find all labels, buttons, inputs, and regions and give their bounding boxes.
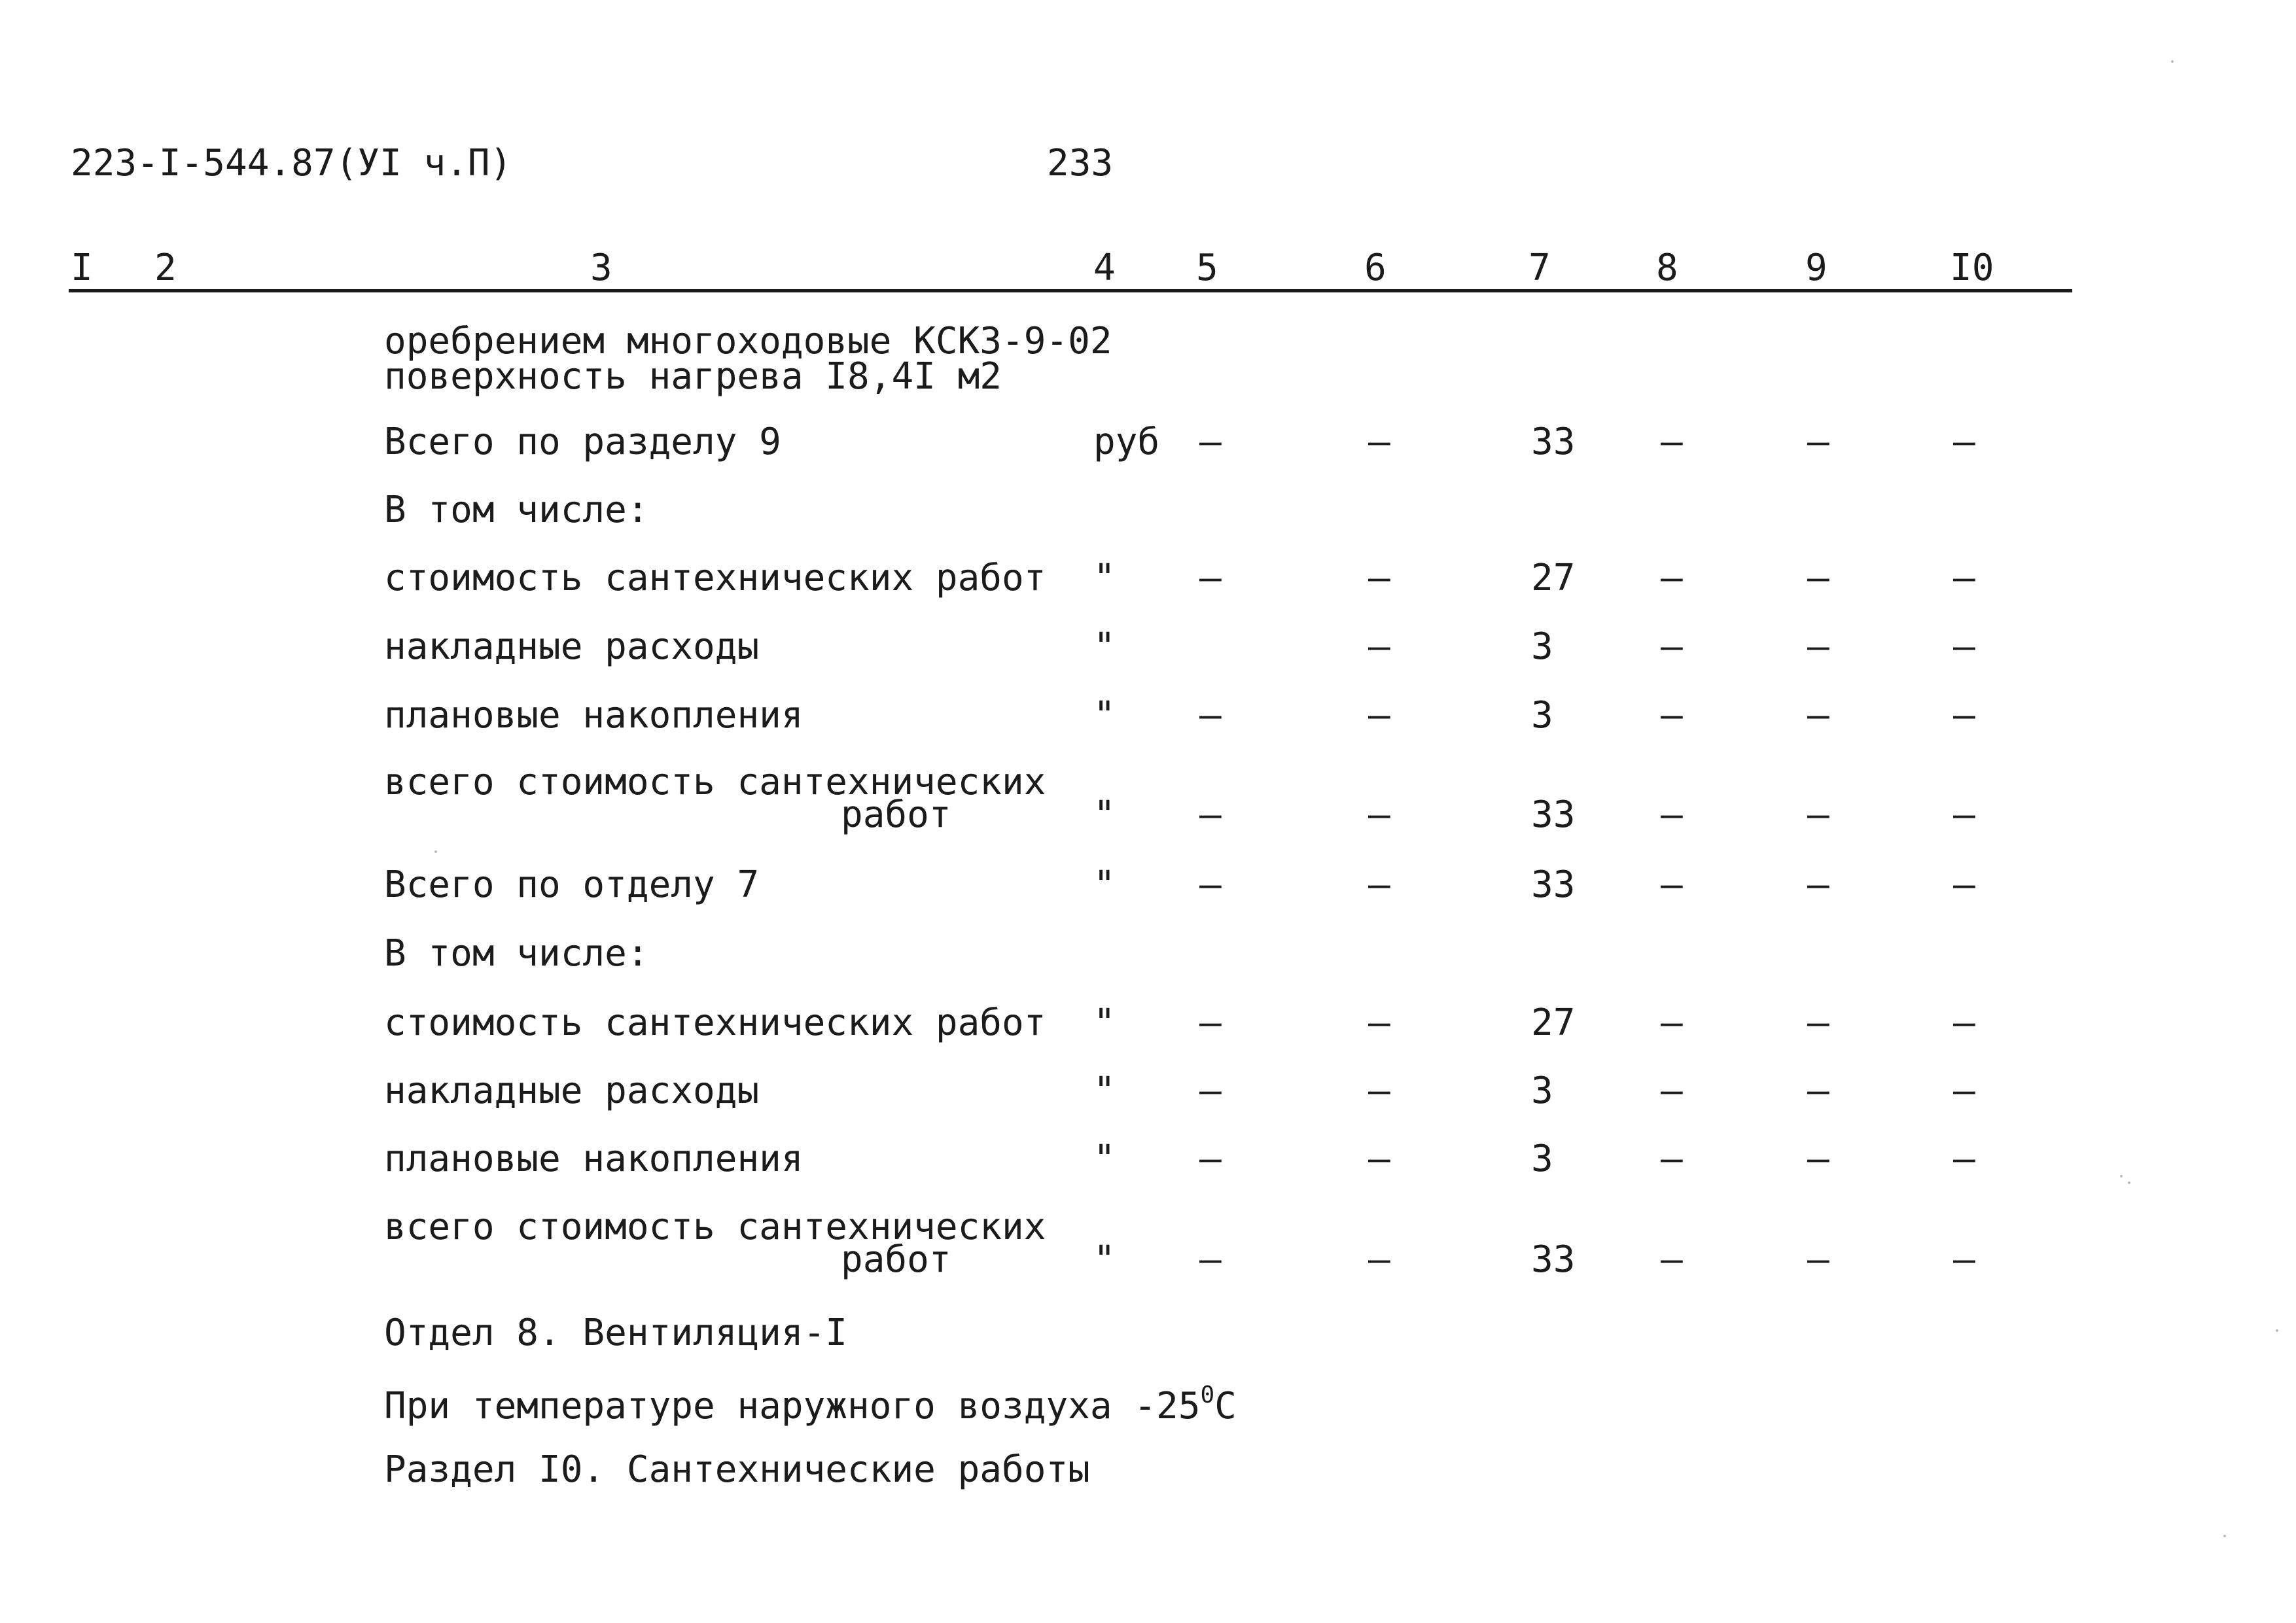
value-cell-9: – bbox=[1807, 1002, 1829, 1044]
scan-speck bbox=[2223, 1535, 2226, 1537]
intro-line-1: оребрением многоходовые КСКЗ-9-02 bbox=[384, 320, 1112, 362]
temperature-unit: С bbox=[1214, 1385, 1237, 1427]
temperature-degree: 0 bbox=[1200, 1382, 1215, 1408]
unit-cell: " bbox=[1093, 794, 1116, 836]
row-label-continuation: работ bbox=[841, 794, 951, 836]
value-cell-8: – bbox=[1661, 557, 1683, 599]
column-header-3: 3 bbox=[590, 247, 612, 289]
value-cell-5: – bbox=[1199, 421, 1222, 463]
value-cell-6: – bbox=[1368, 1002, 1390, 1044]
value-cell-5: – bbox=[1199, 794, 1222, 836]
unit-cell: " bbox=[1093, 1070, 1116, 1112]
value-cell-8: – bbox=[1661, 1002, 1683, 1044]
row-label: стоимость сантехнических работ bbox=[384, 1002, 1046, 1044]
value-cell-5: – bbox=[1199, 557, 1222, 599]
value-cell-8: – bbox=[1661, 625, 1683, 668]
document-code: 223-I-544.87(УI ч.П) bbox=[71, 142, 512, 184]
section-title: Раздел I0. Сантехнические работы bbox=[384, 1448, 1090, 1491]
header-rule bbox=[69, 289, 2072, 292]
value-cell-9: – bbox=[1807, 1138, 1829, 1180]
value-cell-10: – bbox=[1953, 794, 1975, 836]
value-cell-10: – bbox=[1953, 421, 1975, 463]
department-title: Отдел 8. Вентиляция-I bbox=[384, 1312, 848, 1354]
value-cell-6: – bbox=[1368, 794, 1390, 836]
row-label: всего стоимость сантехнических bbox=[384, 761, 1046, 803]
value-cell-8: – bbox=[1661, 794, 1683, 836]
value-cell-8: – bbox=[1661, 421, 1683, 463]
scan-speck bbox=[2128, 1181, 2130, 1184]
value-cell-10: – bbox=[1953, 1070, 1975, 1112]
row-label: Всего по отделу 7 bbox=[384, 864, 760, 906]
value-cell-7: 3 bbox=[1531, 694, 1553, 737]
unit-cell: " bbox=[1093, 1002, 1116, 1044]
value-cell-9: – bbox=[1807, 625, 1829, 668]
value-cell-9: – bbox=[1807, 794, 1829, 836]
row-label: накладные расходы bbox=[384, 1070, 760, 1112]
scan-speck bbox=[434, 850, 437, 853]
value-cell-5: – bbox=[1199, 1002, 1222, 1044]
unit-cell: " bbox=[1093, 1238, 1116, 1281]
unit-cell: " bbox=[1093, 625, 1116, 668]
value-cell-10: – bbox=[1953, 557, 1975, 599]
value-cell-6: – bbox=[1368, 1138, 1390, 1180]
row-label: В том числе: bbox=[384, 932, 649, 975]
value-cell-10: – bbox=[1953, 1238, 1975, 1281]
row-label: В том числе: bbox=[384, 489, 649, 531]
temperature-note bbox=[384, 1384, 1237, 1425]
value-cell-10: – bbox=[1953, 694, 1975, 737]
unit-cell: " bbox=[1093, 694, 1116, 737]
value-cell-6: – bbox=[1368, 625, 1390, 668]
value-cell-9: – bbox=[1807, 864, 1829, 906]
row-label: плановые накопления bbox=[384, 694, 804, 737]
value-cell-8: – bbox=[1661, 694, 1683, 737]
row-label: стоимость сантехнических работ bbox=[384, 557, 1046, 599]
value-cell-7: 33 bbox=[1531, 1238, 1576, 1281]
row-label: накладные расходы bbox=[384, 625, 760, 668]
value-cell-7: 3 bbox=[1531, 625, 1553, 668]
row-label-continuation: работ bbox=[841, 1238, 951, 1281]
value-cell-10: – bbox=[1953, 864, 1975, 906]
unit-cell: " bbox=[1093, 557, 1116, 599]
value-cell-9: – bbox=[1807, 421, 1829, 463]
row-label: плановые накопления bbox=[384, 1138, 804, 1180]
value-cell-5: – bbox=[1199, 1138, 1222, 1180]
unit-cell: " bbox=[1093, 1138, 1116, 1180]
column-header-4: 4 bbox=[1093, 247, 1116, 289]
column-header-8: 8 bbox=[1656, 247, 1678, 289]
value-cell-9: – bbox=[1807, 557, 1829, 599]
value-cell-7: 27 bbox=[1531, 1002, 1576, 1044]
column-header-5: 5 bbox=[1196, 247, 1218, 289]
page-number: 233 bbox=[1047, 142, 1114, 184]
value-cell-8: – bbox=[1661, 1070, 1683, 1112]
value-cell-8: – bbox=[1661, 1238, 1683, 1281]
value-cell-6: – bbox=[1368, 421, 1390, 463]
value-cell-10: – bbox=[1953, 1138, 1975, 1180]
value-cell-7: 33 bbox=[1531, 864, 1576, 906]
value-cell-5: – bbox=[1199, 1070, 1222, 1112]
value-cell-6: – bbox=[1368, 1238, 1390, 1281]
row-label: всего стоимость сантехнических bbox=[384, 1206, 1046, 1248]
value-cell-6: – bbox=[1368, 864, 1390, 906]
value-cell-7: 3 bbox=[1531, 1070, 1553, 1112]
scan-speck bbox=[2171, 60, 2174, 63]
unit-cell: " bbox=[1093, 864, 1116, 906]
value-cell-9: – bbox=[1807, 694, 1829, 737]
value-cell-5: – bbox=[1199, 864, 1222, 906]
value-cell-5: – bbox=[1199, 1238, 1222, 1281]
value-cell-6: – bbox=[1368, 1070, 1390, 1112]
value-cell-10: – bbox=[1953, 625, 1975, 668]
value-cell-9: – bbox=[1807, 1070, 1829, 1112]
value-cell-7: 33 bbox=[1531, 421, 1576, 463]
column-header-1: I bbox=[71, 247, 93, 289]
intro-line-2: поверхность нагрева I8,4I м2 bbox=[384, 355, 1002, 398]
value-cell-10: – bbox=[1953, 1002, 1975, 1044]
temperature-note-text: При температуре наружного воздуха -25 bbox=[384, 1385, 1201, 1427]
value-cell-8: – bbox=[1661, 1138, 1683, 1180]
value-cell-7: 33 bbox=[1531, 794, 1576, 836]
unit-cell: руб bbox=[1093, 421, 1160, 463]
scan-speck bbox=[2276, 1329, 2278, 1332]
column-header-9: 9 bbox=[1805, 247, 1828, 289]
scan-speck bbox=[2120, 1175, 2123, 1178]
column-header-2: 2 bbox=[154, 247, 177, 289]
value-cell-8: – bbox=[1661, 864, 1683, 906]
column-header-10: I0 bbox=[1950, 247, 1994, 289]
value-cell-6: – bbox=[1368, 694, 1390, 737]
column-header-6: 6 bbox=[1364, 247, 1386, 289]
column-header-7: 7 bbox=[1528, 247, 1551, 289]
value-cell-5: – bbox=[1199, 694, 1222, 737]
value-cell-7: 3 bbox=[1531, 1138, 1553, 1180]
value-cell-9: – bbox=[1807, 1238, 1829, 1281]
value-cell-7: 27 bbox=[1531, 557, 1576, 599]
row-label: Всего по разделу 9 bbox=[384, 421, 781, 463]
value-cell-6: – bbox=[1368, 557, 1390, 599]
